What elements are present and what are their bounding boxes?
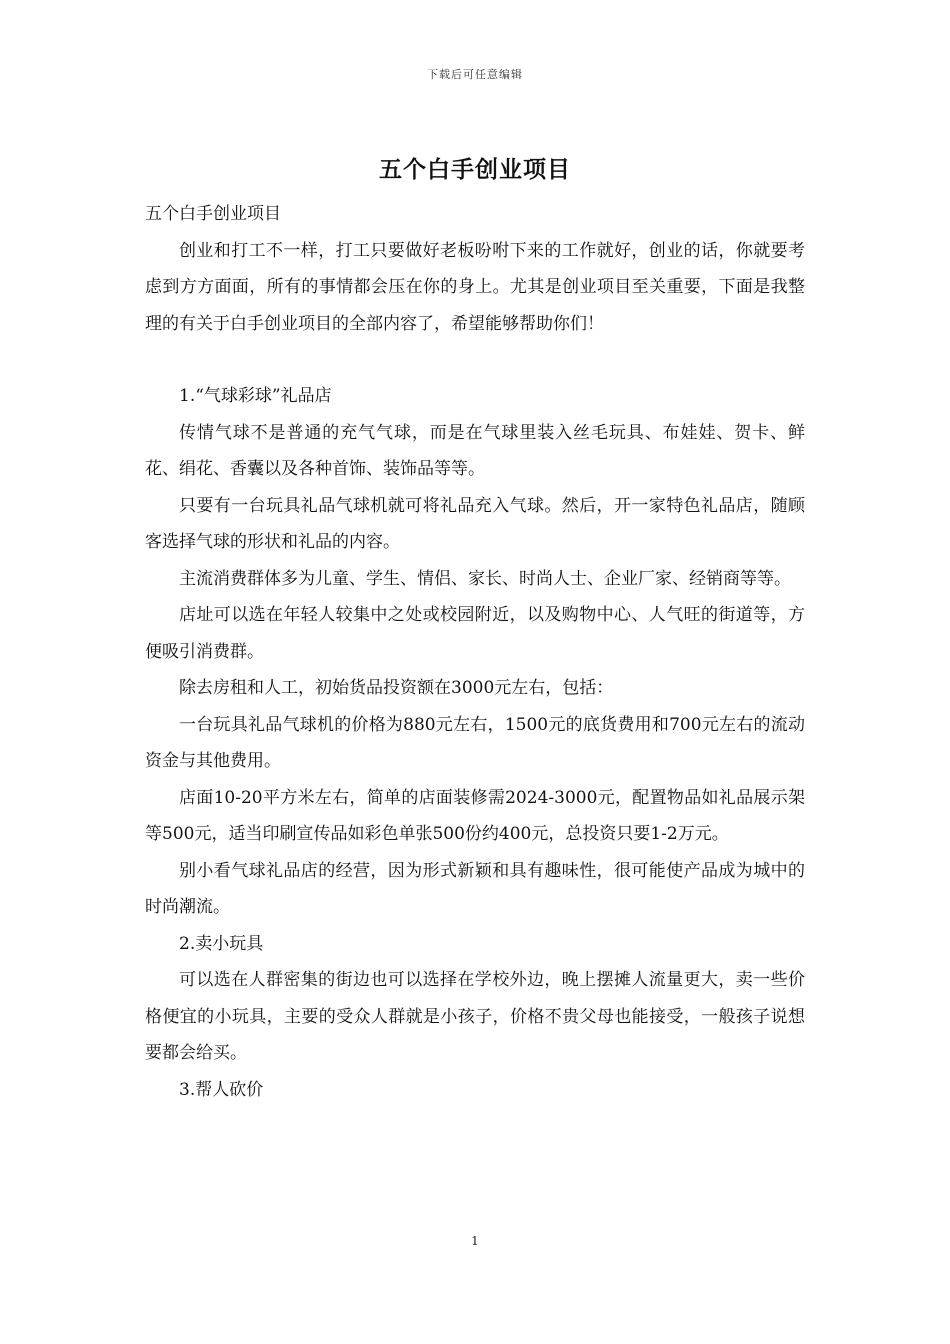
section-heading-small-toys: 2.卖小玩具 bbox=[179, 933, 264, 954]
page-number: 1 bbox=[471, 1234, 479, 1248]
body-paragraph: 主流消费群体多为儿童、学生、情侣、家长、时尚人士、企业厂家、经销商等等。 bbox=[179, 568, 791, 589]
body-paragraph: 别小看气球礼品店的经营，因为形式新颖和具有趣味性，很可能使产品成为城中的时尚潮流。 bbox=[145, 860, 805, 917]
body-paragraph: 只要有一台玩具礼品气球机就可将礼品充入气球。然后，开一家特色礼品店，随顾客选择气球的形状和礼品的内容。 bbox=[145, 495, 805, 552]
section-heading-bargaining: 3.帮人砍价 bbox=[179, 1079, 264, 1100]
body-paragraph: 可以选在人群密集的街边也可以选择在学校外边，晚上摆摊人流量更大，卖一些价格便宜的小玩具，主要的受众人群就是小孩子，价格不贵父母也能接受，一般孩子说想要都会给买。 bbox=[145, 970, 805, 1063]
intro-paragraph: 创业和打工不一样，打工只要做好老板吩咐下来的工作就好，创业的话，你就要考虑到方方面面，所有的事情都会压在你的身上。尤其是创业项目至关重要，下面是我整理的有关于白手创业项目的全部内容了，希望能够帮助你们！ bbox=[145, 240, 805, 334]
body-paragraph: 一台玩具礼品气球机的价格为880元左右，1500元的底货费用和700元左右的流动资金与其他费用。 bbox=[145, 714, 805, 771]
section-heading-balloon-shop: 1.“气球彩球”礼品店 bbox=[179, 386, 332, 406]
document-title: 五个白手创业项目 bbox=[379, 157, 571, 183]
body-paragraph: 店面10-20平方米左右，简单的店面装修需2024-3000元，配置物品如礼品展示架等500元，适当印刷宣传品如彩色单张500份约400元，总投资只要1-2万元。 bbox=[145, 787, 805, 844]
body-paragraph: 传情气球不是普通的充气气球，而是在气球里装入丝毛玩具、布娃娃、贺卡、鲜花、绢花、香囊以及各种首饰、装饰品等等。 bbox=[145, 422, 805, 479]
document-subtitle: 五个白手创业项目 bbox=[145, 204, 281, 224]
document-body bbox=[145, 196, 805, 1108]
body-paragraph: 除去房租和人工，初始货品投资额在3000元左右，包括： bbox=[179, 678, 614, 698]
body-paragraph: 店址可以选在年轻人较集中之处或校园附近，以及购物中心、人气旺的街道等，方便吸引消费群。 bbox=[145, 605, 805, 662]
paragraph-spacer bbox=[145, 342, 805, 378]
header-note: 下载后可任意编辑 bbox=[427, 68, 523, 81]
